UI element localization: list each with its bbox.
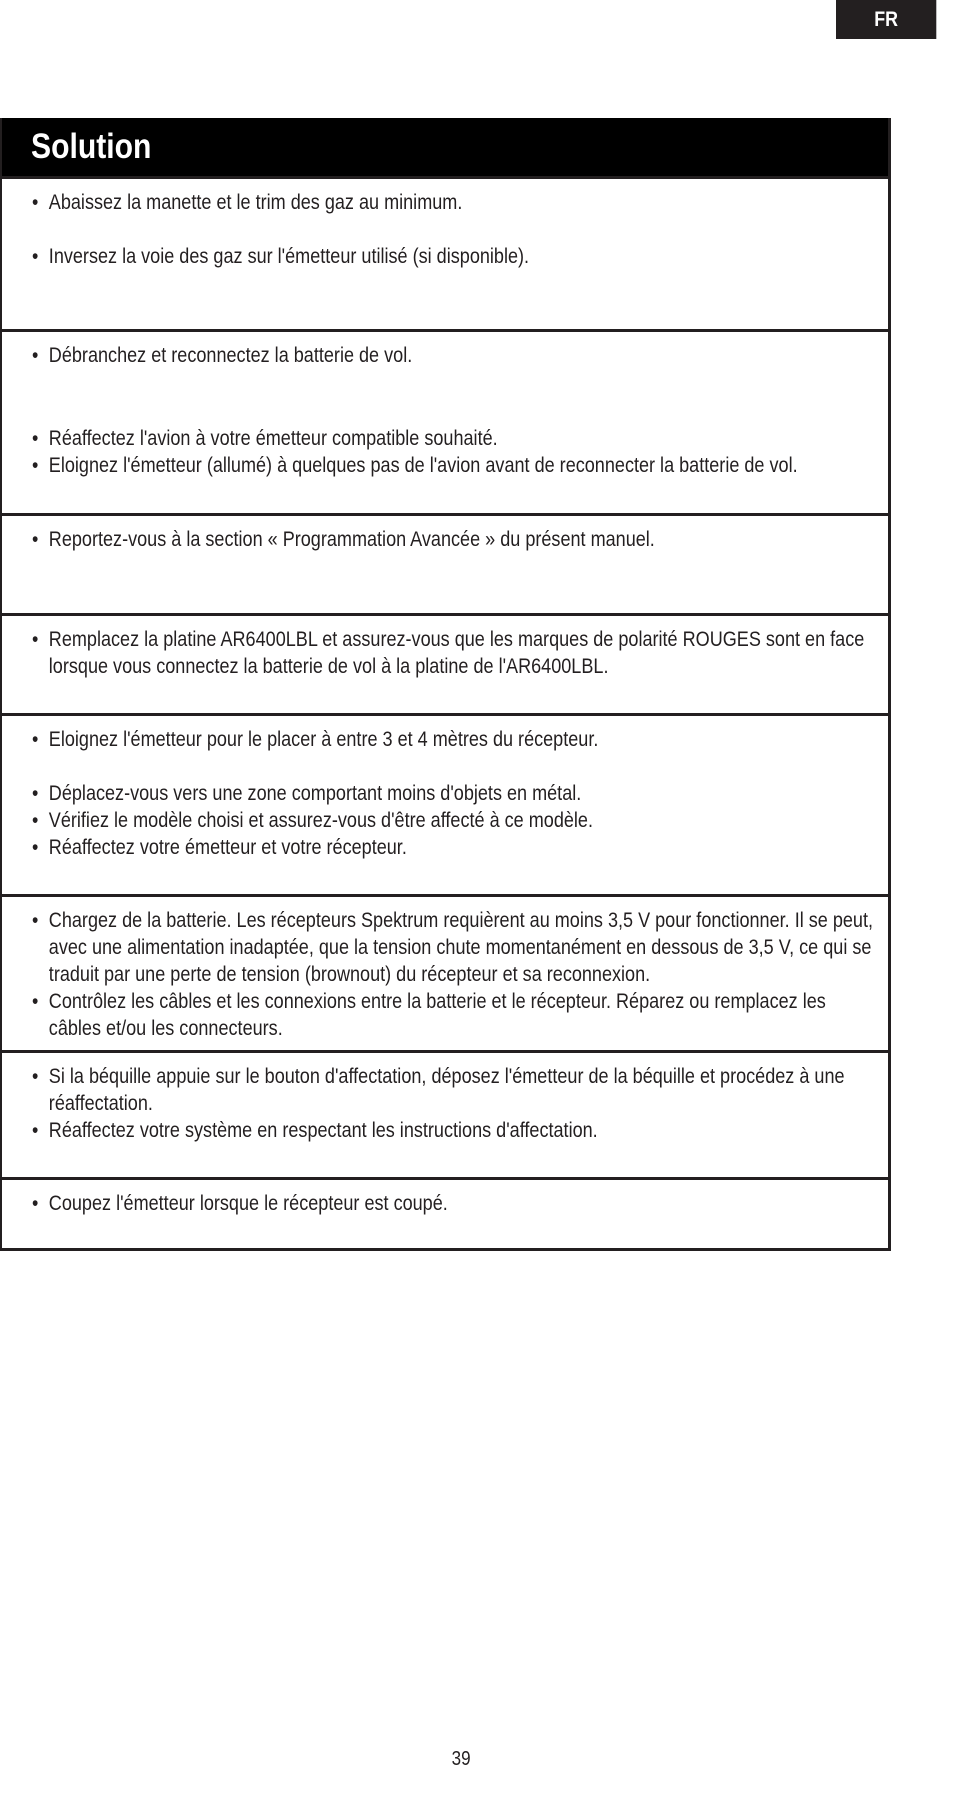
language-tab xyxy=(836,0,936,39)
list-item: • Reportez-vous à la section « Programmation Avancée » du présent manuel. xyxy=(32,526,874,553)
list-item: • Abaissez la manette et le trim des gaz au minimum. xyxy=(32,189,874,216)
table-header xyxy=(2,118,888,176)
table-row xyxy=(2,176,888,329)
list-item: • Réaffectez votre système en respectant les instructions d'affectation. xyxy=(32,1117,874,1144)
list-item: • Réaffectez l'avion à votre émetteur compatible souhaité. xyxy=(32,425,874,452)
list-item: • Eloignez l'émetteur (allumé) à quelques pas de l'avion avant de reconnecter la batterie de vol. xyxy=(32,452,874,479)
table-row xyxy=(2,713,888,894)
list-item: • Eloignez l'émetteur pour le placer à entre 3 et 4 mètres du récepteur. xyxy=(32,726,874,753)
list-item: • Chargez de la batterie. Les récepteurs Spektrum requièrent au moins 3,5 V pour fonctionner. Il se peut, avec une alimentation inadaptée, que la tension chute momentanément en dessous de 3,5 V, ce qui se traduit par une perte de tension (brownout) du récepteur et sa reconnexion. xyxy=(32,907,874,988)
language-tab-label: FR xyxy=(874,7,899,31)
table-row xyxy=(2,329,888,513)
list-item: • Déplacez-vous vers une zone comportant moins d'objets en métal. xyxy=(32,780,874,807)
list-item: • Coupez l'émetteur lorsque le récepteur est coupé. xyxy=(32,1190,874,1217)
list-item: • Si la béquille appuie sur le bouton d'affectation, déposez l'émetteur de la béquille et procédez à une réaffectation. xyxy=(32,1063,874,1117)
table-row xyxy=(2,894,888,1050)
list-item: • Contrôlez les câbles et les connexions entre la batterie et le récepteur. Réparez ou remplacez les câbles et/ou les connecteurs. xyxy=(32,988,874,1042)
page-number xyxy=(0,1748,922,1771)
table-row xyxy=(2,513,888,613)
list-item: • Débranchez et reconnectez la batterie de vol. xyxy=(32,342,874,369)
list-item: • Vérifiez le modèle choisi et assurez-vous d'être affecté à ce modèle. xyxy=(32,807,874,834)
list-item: • Remplacez la platine AR6400LBL et assurez-vous que les marques de polarité ROUGES sont en face lorsque vous connectez la batterie de vol à la platine de l'AR6400LBL. xyxy=(32,626,874,680)
page-number-label: 39 xyxy=(451,1748,471,1770)
table-row xyxy=(2,1050,888,1177)
table-row xyxy=(2,1177,888,1248)
list-item: • Inversez la voie des gaz sur l'émetteur utilisé (si disponible). xyxy=(32,243,874,270)
solution-table xyxy=(0,118,891,1251)
list-item: • Réaffectez votre émetteur et votre récepteur. xyxy=(32,834,874,861)
table-header-label: Solution xyxy=(31,127,152,166)
table-row xyxy=(2,613,888,713)
